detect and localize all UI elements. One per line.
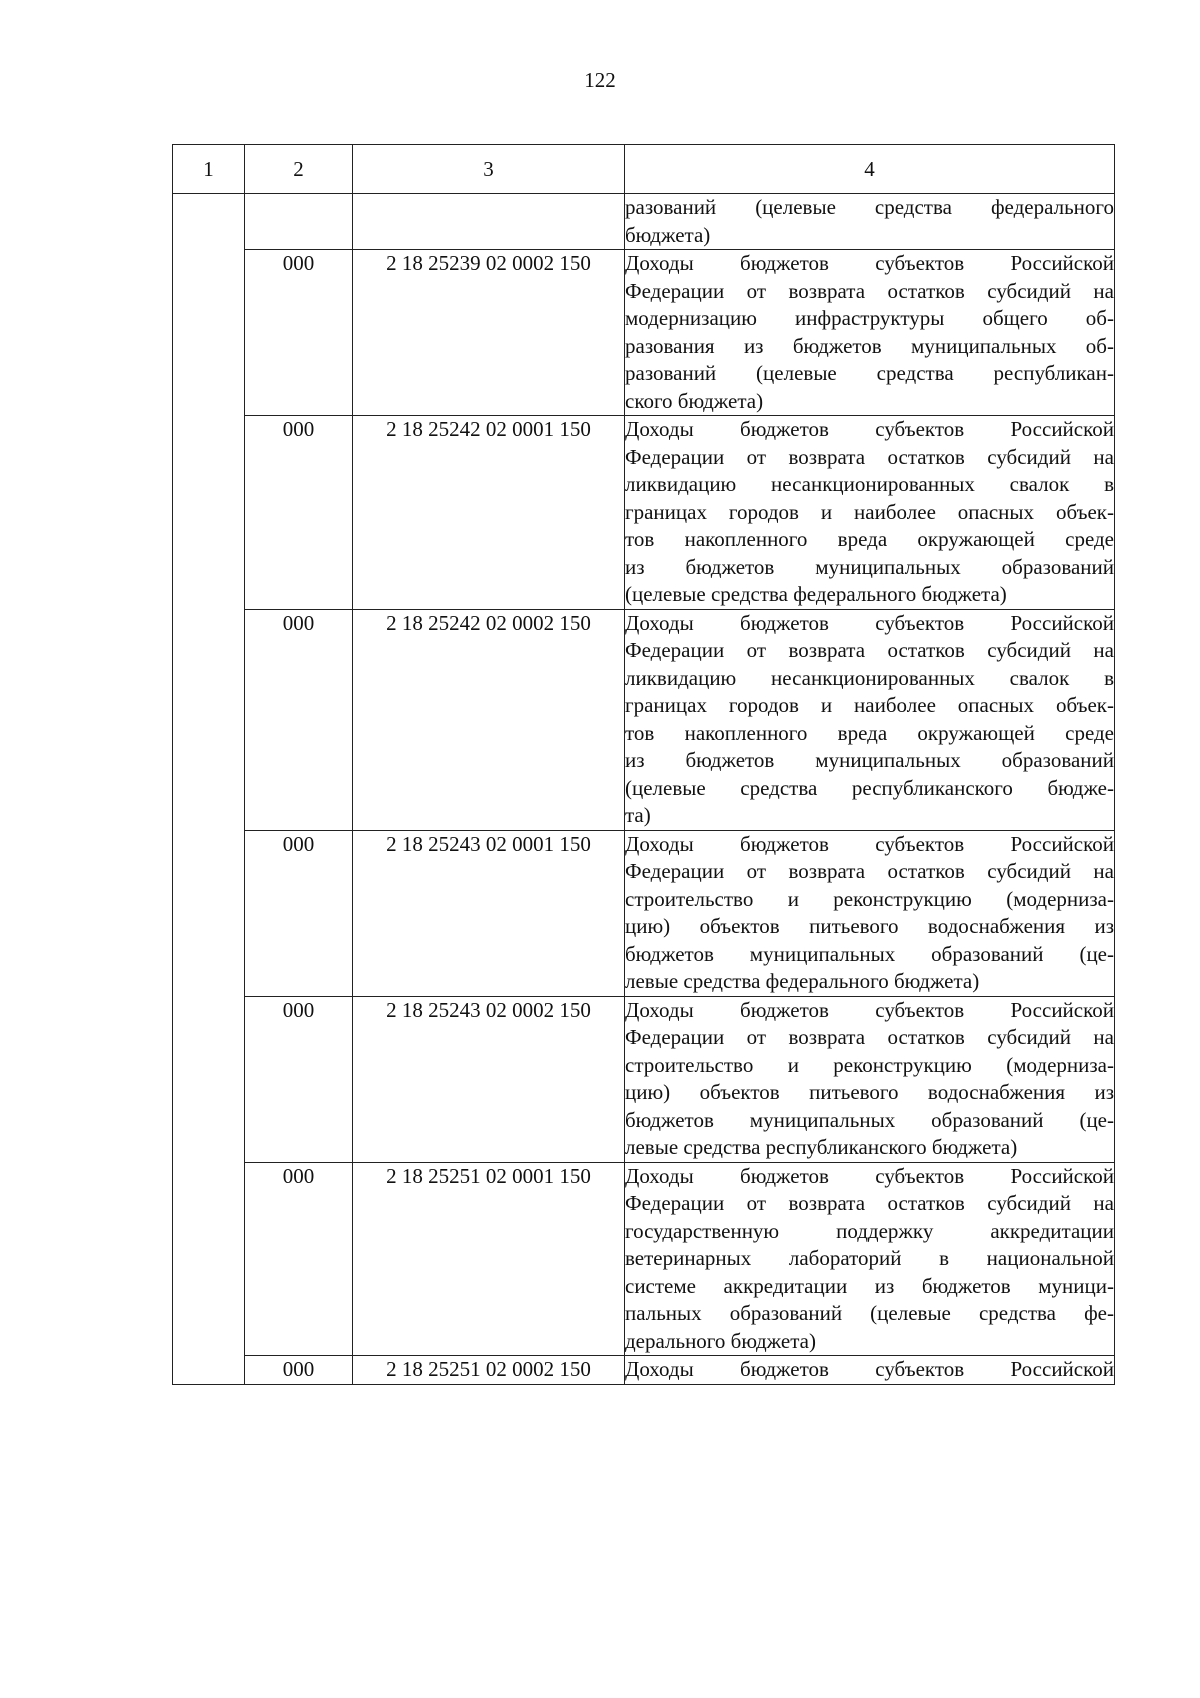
description-line: границах городов и наиболее опасных объек- bbox=[625, 693, 1114, 717]
description-line: Доходы бюджетов субъектов Российской bbox=[625, 251, 1114, 275]
description-line: Доходы бюджетов субъектов Российской bbox=[625, 417, 1114, 441]
cell-budget-code: 2 18 25243 02 0002 150 bbox=[353, 996, 625, 1162]
description-line: системе аккредитации из бюджетов муници- bbox=[625, 1273, 1114, 1298]
cell-description bbox=[625, 416, 1115, 610]
description-line: ликвидацию несанкционированных свалок в bbox=[625, 472, 1114, 496]
description-line: границах городов и наиболее опасных объек- bbox=[625, 499, 1114, 524]
budget-income-table bbox=[172, 144, 1115, 1385]
description-line: тов накопленного вреда окружающей среде bbox=[625, 720, 1114, 745]
description-line: ского бюджета) bbox=[625, 388, 764, 413]
cell-description bbox=[625, 1162, 1115, 1356]
table-header-row bbox=[173, 145, 1115, 194]
description-line: ликвидацию несанкционированных свалок в bbox=[625, 665, 1114, 690]
cell-budget-code: 2 18 25242 02 0002 150 bbox=[353, 609, 625, 830]
cell-description bbox=[625, 194, 1115, 250]
description-line: Федерации от возврата остатков субсидий на bbox=[625, 859, 1114, 883]
description-line: Доходы бюджетов субъектов Российской bbox=[625, 1357, 1114, 1381]
description-line: левые средства федерального бюджета) bbox=[625, 969, 980, 993]
cell-col-1 bbox=[173, 1162, 245, 1356]
description-line: (целевые средства федерального бюджета) bbox=[625, 582, 1007, 606]
table-row bbox=[173, 194, 1115, 250]
cell-admin-code: 000 bbox=[245, 416, 353, 610]
cell-admin-code: 000 bbox=[245, 609, 353, 830]
cell-admin-code: 000 bbox=[245, 830, 353, 996]
cell-col-1 bbox=[173, 830, 245, 996]
header-col-3: 3 bbox=[353, 145, 625, 194]
description-line: Федерации от возврата остатков субсидий на bbox=[625, 638, 1114, 662]
description-line: модернизацию инфраструктуры общего об- bbox=[625, 306, 1114, 330]
description-line: та) bbox=[625, 803, 651, 827]
description-line: Доходы бюджетов субъектов Российской bbox=[625, 610, 1114, 635]
cell-col-1 bbox=[173, 1356, 245, 1385]
description-line: (целевые средства республиканского бюдже- bbox=[625, 775, 1114, 800]
cell-budget-code: 2 18 25243 02 0001 150 bbox=[353, 830, 625, 996]
description-line: Федерации от возврата остатков субсидий на bbox=[625, 278, 1114, 303]
description-line: тов накопленного вреда окружающей среде bbox=[625, 527, 1114, 551]
cell-description bbox=[625, 250, 1115, 416]
description-line: цию) объектов питьевого водоснабжения из bbox=[625, 1080, 1114, 1104]
cell-col-1 bbox=[173, 250, 245, 416]
cell-budget-code: 2 18 25251 02 0001 150 bbox=[353, 1162, 625, 1356]
description-line: из бюджетов муниципальных образований bbox=[625, 554, 1114, 579]
description-line: разований (целевые средства федерального bbox=[625, 195, 1114, 219]
cell-budget-code: 2 18 25251 02 0002 150 bbox=[353, 1356, 625, 1385]
description-line: дерального бюджета) bbox=[625, 1328, 816, 1353]
description-line: бюджета) bbox=[625, 222, 711, 247]
description-line: Доходы бюджетов субъектов Российской bbox=[625, 997, 1114, 1022]
description-line: разования из бюджетов муниципальных об- bbox=[625, 333, 1114, 358]
cell-col-1 bbox=[173, 194, 245, 250]
cell-col-1 bbox=[173, 609, 245, 830]
table-row bbox=[173, 250, 1115, 416]
cell-budget-code: 2 18 25242 02 0001 150 bbox=[353, 416, 625, 610]
description-line: ветеринарных лабораторий в национальной bbox=[625, 1246, 1114, 1270]
description-line: левые средства республиканского бюджета) bbox=[625, 1135, 1018, 1159]
header-col-2: 2 bbox=[245, 145, 353, 194]
table-row bbox=[173, 996, 1115, 1162]
table-row bbox=[173, 416, 1115, 610]
description-line: Доходы бюджетов субъектов Российской bbox=[625, 831, 1114, 856]
header-col-4: 4 bbox=[625, 145, 1115, 194]
description-line: Федерации от возврата остатков субсидий на bbox=[625, 444, 1114, 469]
cell-description bbox=[625, 609, 1115, 830]
table-row bbox=[173, 1356, 1115, 1385]
description-line: из бюджетов муниципальных образований bbox=[625, 748, 1114, 772]
description-line: строительство и реконструкцию (модерниза- bbox=[625, 886, 1114, 911]
description-line: Федерации от возврата остатков субсидий на bbox=[625, 1191, 1114, 1215]
description-line: бюджетов муниципальных образований (це- bbox=[625, 1107, 1114, 1132]
description-line: строительство и реконструкцию (модерниза- bbox=[625, 1052, 1114, 1077]
table-row bbox=[173, 609, 1115, 830]
description-line: государственную поддержку аккредитации bbox=[625, 1218, 1114, 1243]
cell-admin-code: 000 bbox=[245, 1162, 353, 1356]
cell-budget-code bbox=[353, 194, 625, 250]
cell-description bbox=[625, 1356, 1115, 1385]
cell-description bbox=[625, 830, 1115, 996]
cell-admin-code: 000 bbox=[245, 250, 353, 416]
cell-col-1 bbox=[173, 416, 245, 610]
cell-col-1 bbox=[173, 996, 245, 1162]
description-line: бюджетов муниципальных образований (це- bbox=[625, 941, 1114, 966]
cell-admin-code: 000 bbox=[245, 996, 353, 1162]
description-line: пальных образований (целевые средства фе- bbox=[625, 1301, 1114, 1325]
page-number: 122 bbox=[584, 68, 616, 92]
cell-budget-code: 2 18 25239 02 0002 150 bbox=[353, 250, 625, 416]
description-line: Доходы бюджетов субъектов Российской bbox=[625, 1163, 1114, 1188]
header-col-1: 1 bbox=[173, 145, 245, 194]
description-line: разований (целевые средства республикан- bbox=[625, 361, 1114, 385]
table-row bbox=[173, 1162, 1115, 1356]
description-line: Федерации от возврата остатков субсидий на bbox=[625, 1025, 1114, 1049]
cell-description bbox=[625, 996, 1115, 1162]
table-body bbox=[173, 194, 1115, 1385]
cell-admin-code bbox=[245, 194, 353, 250]
description-line: цию) объектов питьевого водоснабжения из bbox=[625, 914, 1114, 938]
cell-admin-code: 000 bbox=[245, 1356, 353, 1385]
table-row bbox=[173, 830, 1115, 996]
